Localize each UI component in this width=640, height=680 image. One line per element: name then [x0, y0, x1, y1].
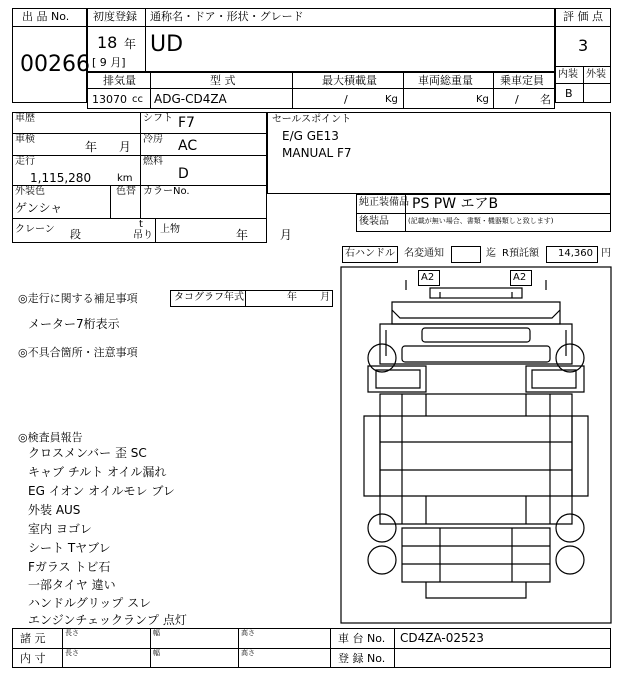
capacity-unit: 名 — [540, 93, 551, 106]
dims-height-label: 高さ — [241, 629, 255, 637]
inspector-line: エンジンチェックランプ 点灯 — [28, 613, 187, 627]
interior-label: 内装 — [558, 69, 578, 80]
tacho-label: タコグラフ年式 — [174, 292, 244, 303]
damage-mark-right-label: A2 — [513, 272, 527, 283]
history-label: 車歴 — [15, 113, 35, 124]
damage-mark-left-label: A2 — [421, 272, 435, 283]
capacity-label: 乗車定員 — [500, 74, 544, 87]
inspection-value: 年 月 — [85, 140, 131, 154]
interior-width-label: 幅 — [153, 649, 160, 657]
sales-points-label: セールスポイント — [272, 114, 352, 125]
chassis-label: 車 台 No. — [338, 632, 386, 645]
supplementary-label: ◎走行に関する補足事項 — [18, 292, 138, 305]
aftermarket-label: 後装品 — [359, 216, 389, 227]
score-value: 3 — [578, 36, 589, 55]
first-reg-label: 初度登録 — [93, 10, 137, 23]
inspector-line: 外装 AUS — [28, 503, 81, 517]
inspector-line: 室内 ヨゴレ — [28, 522, 92, 536]
inspector-line: キャブ チルト オイル漏れ — [28, 465, 167, 479]
sales-point-line: MANUAL F7 — [282, 146, 352, 160]
interior-dims-label: 内 寸 — [20, 652, 46, 665]
crane-stage: 段 — [70, 228, 81, 241]
bed-value: 年 月 — [236, 228, 292, 242]
dims-width-label: 幅 — [153, 629, 160, 637]
crane-label: クレーン — [15, 224, 55, 235]
capacity-value: / — [515, 93, 519, 106]
color-change-label: 色替 — [116, 186, 136, 197]
type-label: 型 式 — [210, 74, 236, 87]
color-no-label: カラーNo. — [143, 186, 190, 197]
recycle-value: 14,360 — [558, 248, 593, 259]
aftermarket-note: (記載が無い場合、書類・機器類しと致します) — [408, 217, 554, 225]
fuel-label: 燃料 — [143, 156, 163, 167]
max-load-unit: Kg — [385, 94, 398, 105]
gross-weight-label: 車両総重量 — [418, 74, 473, 87]
gross-weight-unit: Kg — [476, 94, 489, 105]
reg-year-unit: 年 — [124, 37, 137, 51]
inspector-line: クロスメンバー 歪 SC — [28, 446, 147, 460]
bed-label: 上物 — [160, 224, 180, 235]
shift-value: F7 — [178, 115, 195, 131]
chassis-value: CD4ZA-02523 — [400, 631, 484, 645]
reg-month: [ 9 月] — [92, 56, 126, 69]
reg-no-label: 登 録 No. — [338, 652, 386, 665]
standard-equipment-label: 純正装備品 — [359, 197, 409, 208]
shift-label: シフト — [143, 113, 173, 124]
reg-year: 18 — [97, 33, 118, 52]
right-hand-label: 右ハンドル — [345, 248, 395, 259]
exterior-label: 外装 — [586, 69, 606, 80]
inspector-line: Fガラス トビ石 — [28, 560, 111, 574]
ext-color-label: 外装色 — [15, 186, 45, 197]
max-load-value: / — [344, 93, 348, 106]
inspector-line: ハンドルグリップ スレ — [28, 596, 152, 610]
lot-no: 00266 — [20, 52, 90, 77]
interior-height-label: 高さ — [241, 649, 255, 657]
standard-equipment-value: PS PW エアB — [412, 196, 499, 212]
crane-t: t — [139, 219, 143, 230]
max-load-label: 最大積載量 — [322, 74, 377, 87]
inspection-label: 車検 — [15, 134, 35, 145]
inspector-line: EG イオン オイルモレ ブレ — [28, 484, 175, 498]
recycle-unit: 円 — [601, 248, 611, 259]
mileage-label: 走行 — [15, 156, 35, 167]
model-name-label: 通称名・ドア・形状・グレード — [150, 10, 304, 23]
sales-point-line: E/G GE13 — [282, 129, 339, 143]
deadline-label: 迄 — [486, 248, 496, 259]
inspector-line: 一部タイヤ 違い — [28, 578, 116, 592]
defects-label: ◎不具合箇所・注意事項 — [18, 346, 138, 359]
lot-no-label: 出 品 No. — [22, 10, 70, 23]
aircon-label: 冷房 — [143, 134, 163, 145]
inspector-label: ◎検査員報告 — [18, 431, 83, 444]
crane-lift: 吊り — [133, 230, 153, 241]
dims-length-label: 長さ — [65, 629, 79, 637]
mileage-unit: km — [117, 173, 133, 184]
interior-grade: B — [565, 87, 573, 100]
model-name: UD — [150, 32, 184, 57]
aircon-value: AC — [178, 138, 198, 154]
truck-diagram-svg — [340, 266, 612, 626]
mileage-value: 1,115,280 — [30, 171, 92, 185]
recycle-label: R預託額 — [502, 248, 539, 259]
displacement-value: 13070 — [92, 93, 127, 106]
fuel-value: D — [178, 166, 189, 182]
supplementary-text: メーター7桁表示 — [28, 317, 120, 331]
name-change-label: 名変通知 — [404, 248, 444, 259]
tacho-value: 年 月 — [287, 292, 331, 303]
displacement-label: 排気量 — [103, 74, 136, 87]
type-value: ADG-CD4ZA — [154, 92, 227, 106]
displacement-unit: cc — [132, 94, 143, 105]
ext-color-value: ゲンシャ — [15, 201, 63, 215]
interior-length-label: 長さ — [65, 649, 79, 657]
dims-label: 諸 元 — [20, 632, 46, 645]
inspector-line: シート Tヤブレ — [28, 541, 111, 555]
name-change-box — [451, 246, 481, 263]
score-label: 評 価 点 — [563, 10, 603, 23]
